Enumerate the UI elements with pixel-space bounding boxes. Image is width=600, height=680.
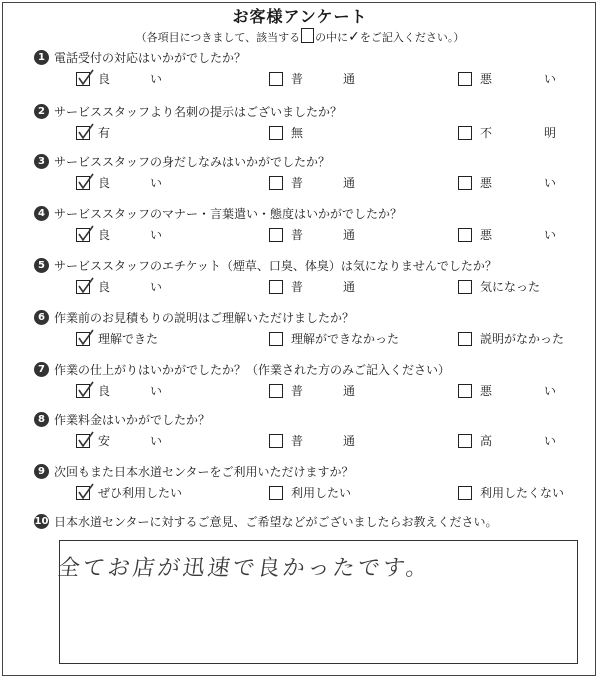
answer-option[interactable] bbox=[269, 280, 419, 296]
option-label-second: 通 bbox=[343, 384, 356, 398]
option-label-first: 普 bbox=[291, 384, 304, 398]
handwritten-comment: 全てお店が迅速で良かったです。 bbox=[55, 556, 433, 581]
checkmark-icon bbox=[77, 123, 95, 141]
question-text: サービススタッフより名刺の提示はございましたか？ bbox=[54, 105, 343, 119]
option-label-second: い bbox=[544, 434, 557, 448]
checkbox[interactable] bbox=[458, 486, 472, 500]
option-label bbox=[98, 384, 162, 399]
option-label bbox=[291, 176, 355, 191]
question-text: サービススタッフの身だしなみはいかがでしたか？ bbox=[54, 155, 331, 169]
option-label-first: 普 bbox=[291, 228, 304, 242]
option-label-first: 悪 bbox=[480, 228, 493, 242]
checkbox[interactable] bbox=[269, 280, 283, 294]
question-4 bbox=[0, 206, 600, 264]
answer-option[interactable] bbox=[458, 434, 583, 450]
option-label bbox=[480, 126, 556, 141]
option-label bbox=[98, 280, 162, 295]
instruction-middle: の中に bbox=[315, 31, 349, 44]
option-label-first: 高 bbox=[480, 434, 493, 448]
option-label-second: い bbox=[544, 176, 557, 190]
checkmark-icon bbox=[77, 225, 95, 243]
option-label bbox=[480, 228, 556, 243]
checkbox[interactable] bbox=[269, 126, 283, 140]
checkbox[interactable] bbox=[269, 332, 283, 346]
answer-option[interactable] bbox=[269, 486, 419, 502]
question-number-badge: 2 bbox=[34, 104, 49, 119]
option-label: 無 bbox=[291, 126, 304, 140]
answer-option[interactable] bbox=[76, 486, 226, 502]
answer-option[interactable] bbox=[458, 486, 583, 502]
answer-option[interactable] bbox=[458, 384, 583, 400]
checkbox[interactable] bbox=[458, 176, 472, 190]
option-label-first: 普 bbox=[291, 72, 304, 86]
checkbox-checked[interactable] bbox=[76, 280, 90, 294]
question-6 bbox=[0, 310, 600, 368]
form-title: お客様アンケート bbox=[232, 7, 368, 26]
checkbox[interactable] bbox=[458, 72, 472, 86]
question-number-badge: 4 bbox=[34, 206, 49, 221]
option-label-first: 良 bbox=[98, 72, 111, 86]
answer-option[interactable] bbox=[458, 332, 583, 348]
checkbox[interactable] bbox=[458, 228, 472, 242]
option-label-first: 悪 bbox=[480, 384, 493, 398]
option-label bbox=[480, 72, 556, 87]
option-label-second: 通 bbox=[343, 72, 356, 86]
question-3 bbox=[0, 154, 600, 212]
checkmark-icon bbox=[77, 329, 95, 347]
option-label-first: 悪 bbox=[480, 72, 493, 86]
answer-option[interactable] bbox=[76, 228, 226, 244]
option-label-second: 明 bbox=[544, 126, 557, 140]
checkmark-icon bbox=[77, 173, 95, 191]
answer-option[interactable] bbox=[458, 228, 583, 244]
question-text: 作業料金はいかがでしたか？ bbox=[54, 413, 211, 427]
checkbox-checked[interactable] bbox=[76, 228, 90, 242]
option-label: 気になった bbox=[480, 280, 541, 294]
question-number-badge: 9 bbox=[34, 464, 49, 479]
option-label bbox=[291, 228, 355, 243]
option-label-first: 普 bbox=[291, 176, 304, 190]
answer-option[interactable] bbox=[76, 384, 226, 400]
question-text: 日本水道センターに対するご意見、ご希望などがございましたらお教えください。 bbox=[54, 515, 498, 529]
checkbox[interactable] bbox=[269, 176, 283, 190]
option-label-first: 良 bbox=[98, 176, 111, 190]
checkbox-checked[interactable] bbox=[76, 176, 90, 190]
option-label-first: 良 bbox=[98, 384, 111, 398]
option-label: ぜひ利用したい bbox=[98, 486, 183, 500]
checkbox[interactable] bbox=[269, 486, 283, 500]
question-number-badge: 3 bbox=[34, 154, 49, 169]
question-8 bbox=[0, 412, 600, 470]
question-5 bbox=[0, 258, 600, 316]
checkbox[interactable] bbox=[458, 280, 472, 294]
question-text: サービススタッフのマナー・言葉遣い・態度はいかがでしたか？ bbox=[54, 207, 403, 221]
option-label bbox=[98, 228, 162, 243]
question-1 bbox=[0, 50, 600, 108]
answer-option[interactable] bbox=[76, 280, 226, 296]
option-label bbox=[291, 72, 355, 87]
instruction-before: （各項目につきまして、該当する bbox=[135, 31, 301, 44]
checkmark-icon bbox=[77, 381, 95, 399]
option-label-second: い bbox=[544, 228, 557, 242]
checkmark-icon bbox=[77, 277, 95, 295]
checkbox-checked[interactable] bbox=[76, 434, 90, 448]
option-label-second: い bbox=[150, 176, 163, 190]
option-label bbox=[480, 434, 556, 449]
option-label: 利用したくない bbox=[480, 486, 565, 500]
answer-option[interactable] bbox=[269, 332, 419, 348]
answer-option[interactable] bbox=[269, 228, 419, 244]
option-label-first: 良 bbox=[98, 280, 111, 294]
option-label-second: い bbox=[150, 72, 163, 86]
answer-option[interactable] bbox=[458, 280, 583, 296]
option-label bbox=[291, 434, 355, 449]
option-label bbox=[98, 72, 162, 87]
instruction-after: をご記入ください。） bbox=[359, 31, 465, 44]
answer-option[interactable] bbox=[76, 72, 226, 88]
instruction-line bbox=[0, 28, 600, 45]
option-label-first: 普 bbox=[291, 434, 304, 448]
question-text: 次回もまた日本水道センターをご利用いただけますか？ bbox=[54, 465, 354, 479]
option-label-second: 通 bbox=[343, 228, 356, 242]
answer-option[interactable] bbox=[269, 126, 419, 142]
question-number-badge: 10 bbox=[34, 516, 49, 527]
checkbox[interactable] bbox=[458, 332, 472, 346]
checkbox-checked[interactable] bbox=[76, 126, 90, 140]
question-text: 作業前のお見積もりの説明はご理解いただけましたか？ bbox=[54, 311, 355, 325]
answer-option[interactable] bbox=[269, 434, 419, 450]
question-number-badge: 5 bbox=[34, 258, 49, 273]
option-label: 利用したい bbox=[291, 486, 352, 500]
answer-option[interactable] bbox=[269, 384, 419, 400]
question-number-badge: 7 bbox=[34, 362, 49, 377]
option-label-second: 通 bbox=[343, 280, 356, 294]
option-label: 理解ができなかった bbox=[291, 332, 400, 346]
checkbox-sample-icon bbox=[301, 28, 314, 43]
option-label-second: い bbox=[150, 280, 163, 294]
option-label-second: い bbox=[150, 384, 163, 398]
answer-option[interactable] bbox=[76, 332, 226, 348]
checkmark-sample-icon: ✓ bbox=[348, 29, 360, 45]
option-label: 理解できた bbox=[98, 332, 159, 346]
answer-option[interactable] bbox=[458, 72, 583, 88]
answer-option[interactable] bbox=[269, 176, 419, 192]
option-label-second: い bbox=[544, 72, 557, 86]
checkbox[interactable] bbox=[269, 434, 283, 448]
checkbox-checked[interactable] bbox=[76, 384, 90, 398]
question-text: サービススタッフのエチケット（煙草、口臭、体臭）は気になりませんでしたか？ bbox=[54, 259, 497, 273]
option-label-second: い bbox=[150, 434, 163, 448]
answer-option[interactable] bbox=[269, 72, 419, 88]
option-label bbox=[480, 176, 556, 191]
option-label bbox=[291, 280, 355, 295]
checkbox[interactable] bbox=[458, 384, 472, 398]
option-label-first: 悪 bbox=[480, 176, 493, 190]
option-label-first: 良 bbox=[98, 228, 111, 242]
checkbox-checked[interactable] bbox=[76, 72, 90, 86]
answer-option[interactable] bbox=[458, 126, 583, 142]
option-label: 説明がなかった bbox=[480, 332, 565, 346]
answer-option[interactable] bbox=[458, 176, 583, 192]
option-label-first: 安 bbox=[98, 434, 111, 448]
option-label-first: 不 bbox=[480, 126, 493, 140]
option-label-second: い bbox=[544, 384, 557, 398]
checkmark-icon bbox=[77, 483, 95, 501]
answer-option[interactable] bbox=[76, 126, 226, 142]
option-label-first: 普 bbox=[291, 280, 304, 294]
option-label bbox=[98, 176, 162, 191]
option-label-second: 通 bbox=[343, 434, 356, 448]
question-text: 作業の仕上がりはいかがでしたか？（作業された方のみご記入ください） bbox=[54, 363, 451, 377]
checkmark-icon bbox=[77, 431, 95, 449]
checkbox[interactable] bbox=[269, 384, 283, 398]
checkbox[interactable] bbox=[269, 228, 283, 242]
option-label-second: い bbox=[150, 228, 163, 242]
question-number-badge: 8 bbox=[34, 412, 49, 427]
question-text: 電話受付の対応はいかがでしたか？ bbox=[54, 51, 247, 65]
option-label bbox=[291, 384, 355, 399]
option-label bbox=[98, 434, 162, 449]
option-label-second: 通 bbox=[343, 176, 356, 190]
question-number-badge: 6 bbox=[34, 310, 49, 325]
answer-option[interactable] bbox=[76, 434, 226, 450]
checkbox[interactable] bbox=[269, 72, 283, 86]
option-label: 有 bbox=[98, 126, 111, 140]
checkmark-icon bbox=[77, 69, 95, 87]
option-label bbox=[480, 384, 556, 399]
answer-option[interactable] bbox=[76, 176, 226, 192]
checkbox[interactable] bbox=[458, 126, 472, 140]
checkbox-checked[interactable] bbox=[76, 332, 90, 346]
checkbox[interactable] bbox=[458, 434, 472, 448]
checkbox-checked[interactable] bbox=[76, 486, 90, 500]
question-number-badge: 1 bbox=[34, 50, 49, 65]
